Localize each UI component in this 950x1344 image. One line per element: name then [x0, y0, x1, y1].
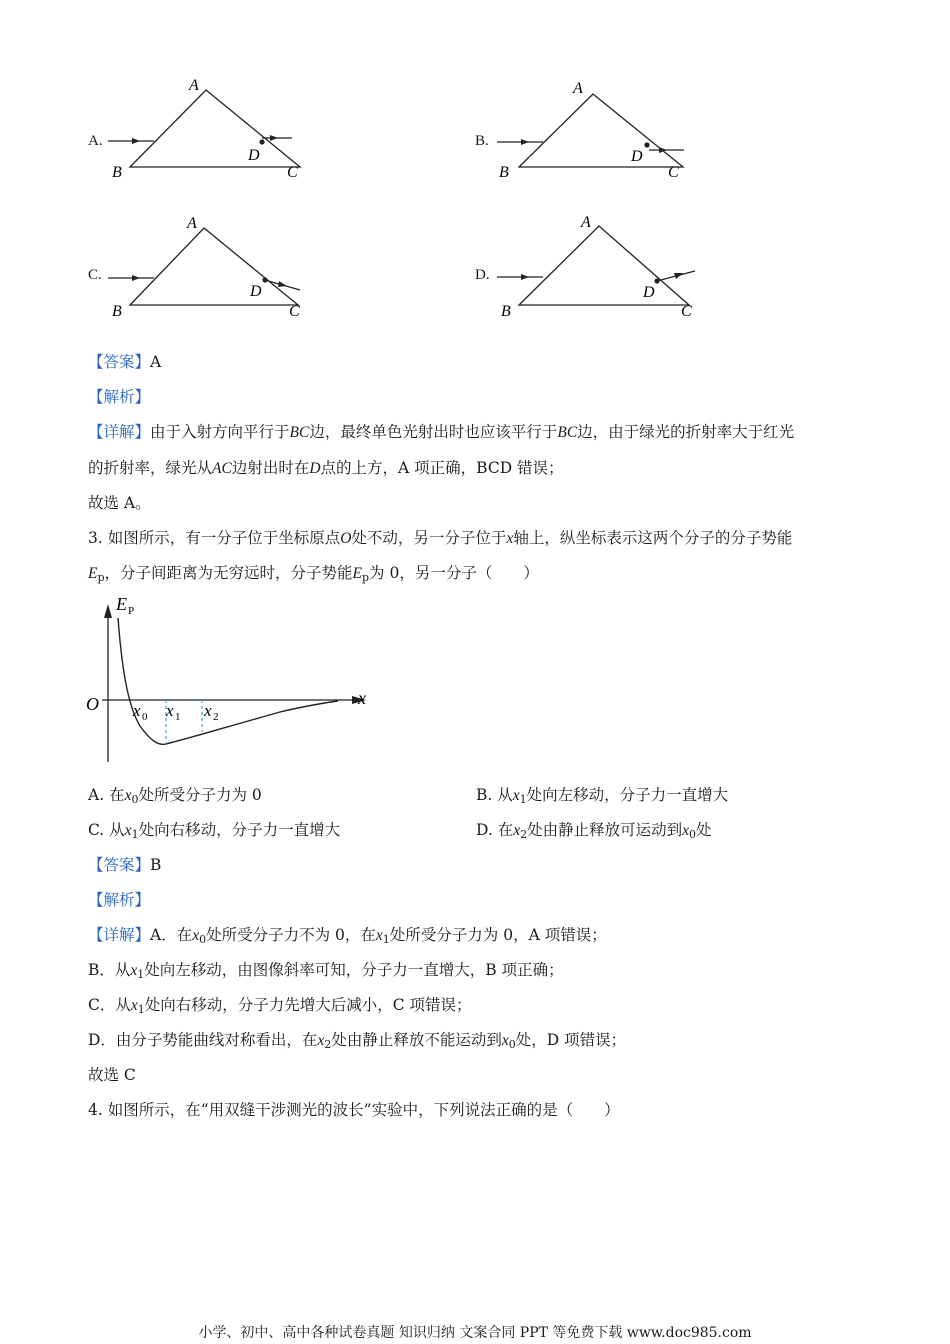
vertex-a: A: [573, 80, 583, 97]
x1-label: x: [166, 701, 174, 720]
q3-stem-line-2: $E_p$，分子间距离为无穷远时，分子势能$E_p$为 0，另一分子（ ）: [88, 564, 539, 584]
prism-diagram: [473, 76, 693, 186]
q2-analysis-tag: 【解析】: [88, 388, 151, 406]
y-axis-label: E: [116, 594, 127, 614]
x0-label: x: [133, 701, 141, 720]
vertex-b: B: [112, 303, 122, 320]
prism-diagram: [84, 76, 304, 186]
q4-stem: 4. 如图所示，在“用双缝干涉测光的波长”实验中，下列说法正确的是（ ）: [88, 1101, 620, 1119]
vertex-a: A: [187, 215, 197, 232]
point-d: D: [250, 283, 262, 300]
option-figure-a: [84, 76, 304, 186]
option-label: C.: [88, 267, 102, 283]
q3-answer: [88, 855, 161, 875]
x2-label: x: [204, 701, 212, 720]
page-footer: 小学、初中、高中各种试卷真题 知识归纳 文案合同 PPT 等免费下载 www.doc985.com: [198, 1325, 752, 1341]
x1-sub: 1: [175, 711, 181, 723]
option-figure-b: [473, 76, 693, 186]
q3-detail-d: D．由分子势能曲线对称看出，在$x_2$处由静止释放不能运动到$x_0$处，D 项错误；: [88, 1031, 627, 1051]
q2-detail-line-1: 【详解】由于入射方向平行于BC边，最终单色光射出时也应该平行于BC边，由于绿光的折射率大于红光: [88, 423, 795, 441]
vertex-c: C: [681, 303, 692, 320]
prism-diagram: [473, 210, 703, 324]
q3-option-b: B. 从$x_1$处向左移动，分子力一直增大: [476, 786, 729, 806]
vertex-a: A: [581, 214, 591, 231]
prism-diagram: [84, 214, 304, 324]
detail-tag: 【详解】: [88, 926, 151, 944]
q3-detail-a: 【详解】A．在$x_0$处所受分子力不为 0，在$x_1$处所受分子力为 0，A 项错误；: [88, 926, 607, 946]
option-label: B.: [475, 133, 489, 149]
point-d: D: [248, 147, 260, 164]
origin-label: O: [86, 694, 99, 714]
vertex-b: B: [112, 164, 122, 181]
vertex-b: B: [499, 164, 509, 181]
x-axis-label: x: [358, 688, 366, 708]
q2-detail-line-2: 的折射率，绿光从AC边射出时在D点的上方，A 项正确，BCD 错误；: [88, 459, 564, 477]
vertex-c: C: [668, 164, 679, 181]
x2-sub: 2: [213, 711, 219, 723]
q3-detail-c: C．从$x_1$处向右移动，分子力先增大后减小，C 项错误；: [88, 996, 472, 1016]
x0-sub: 0: [142, 711, 148, 723]
q3-option-a: A. 在$x_0$处所受分子力为 0: [88, 786, 262, 806]
vertex-a: A: [189, 77, 199, 94]
potential-energy-graph: [80, 590, 380, 768]
point-d: D: [631, 148, 643, 165]
option-label: A.: [88, 133, 103, 149]
q3-detail-b: B．从$x_1$处向左移动，由图像斜率可知，分子力一直增大，B 项正确；: [88, 961, 564, 981]
q2-conclusion: 故选 A。: [88, 494, 151, 512]
answer-value: A: [150, 353, 162, 371]
vertex-c: C: [287, 164, 298, 181]
y-axis-label-sub: P: [128, 605, 135, 617]
q3-analysis-tag: 【解析】: [88, 891, 151, 909]
q3-option-c: C. 从$x_1$处向右移动，分子力一直增大: [88, 821, 341, 841]
q3-stem-line-1: 3. 如图所示，有一分子位于坐标原点O处不动，另一分子位于x轴上，纵坐标表示这两个分子的分子势能: [88, 529, 793, 547]
q3-option-d: D. 在$x_2$处由静止释放可运动到$x_0$处: [476, 821, 712, 841]
option-label: D.: [475, 267, 490, 283]
q2-answer: [88, 352, 161, 372]
vertex-c: C: [289, 303, 300, 320]
option-figure-c: [84, 214, 304, 324]
option-figure-d: [473, 210, 703, 324]
point-d: D: [643, 284, 655, 301]
answer-tag: 【答案】: [88, 856, 151, 874]
answer-value: B: [150, 856, 162, 874]
answer-tag: 【答案】: [88, 353, 151, 371]
detail-tag: 【详解】: [88, 423, 151, 441]
vertex-b: B: [501, 303, 511, 320]
q3-conclusion: 故选 C: [88, 1066, 136, 1084]
